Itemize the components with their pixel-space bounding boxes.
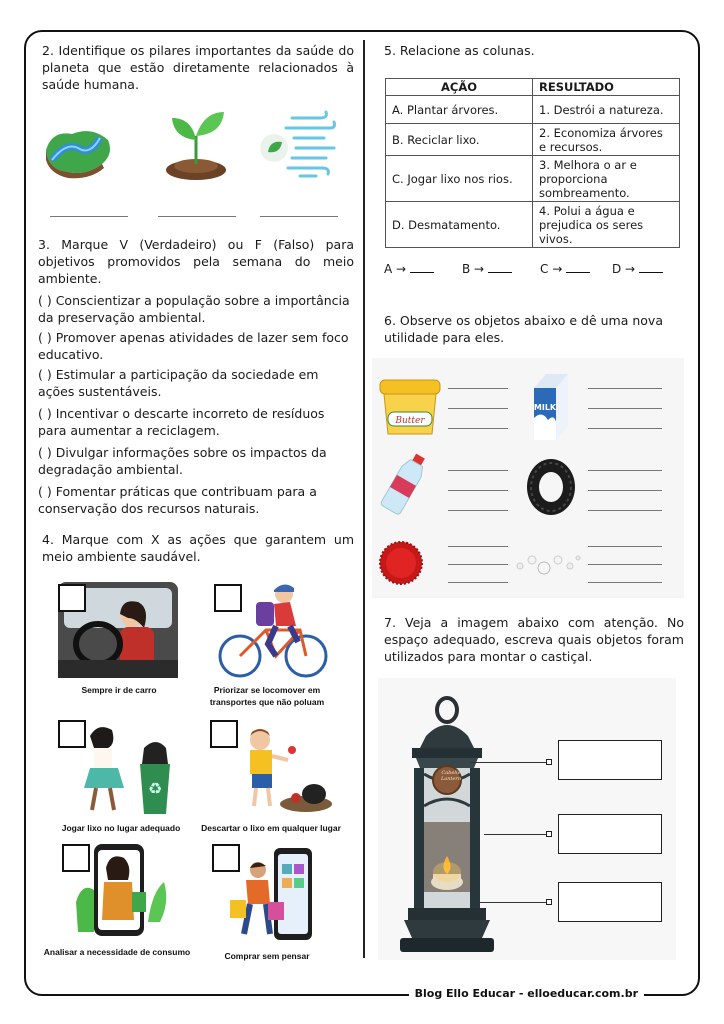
result-cell: 2. Economiza árvores e recursos. xyxy=(533,124,680,156)
result-cell: 3. Melhora o ar e proporciona sombreamento. xyxy=(533,156,680,202)
svg-text:♻: ♻ xyxy=(147,779,163,798)
action-card-recycle xyxy=(44,720,184,850)
objects-panel xyxy=(372,358,684,598)
bottle-cap-icon xyxy=(378,540,424,586)
column-divider xyxy=(363,40,365,958)
question-4 xyxy=(42,531,354,565)
checkbox[interactable] xyxy=(58,720,86,748)
question-2-icons xyxy=(38,100,348,220)
answer-line[interactable] xyxy=(448,546,508,547)
tf-item[interactable]: ( ) Incentivar o descarte incorreto de resíduos para aumentar a reciclagem. xyxy=(38,406,325,438)
checkbox[interactable] xyxy=(58,584,86,612)
answer-line[interactable] xyxy=(588,408,662,409)
answer-line[interactable] xyxy=(588,582,662,583)
card-caption: Comprar sem pensar xyxy=(224,951,310,961)
tf-item[interactable]: ( ) Conscientizar a população sobre a importância da preservação ambiental. xyxy=(38,293,350,325)
question-3 xyxy=(38,236,354,517)
question-6-title: 6. Observe os objetos abaixo e dê uma nova utilidade para eles. xyxy=(384,313,663,345)
answer-line[interactable] xyxy=(588,546,662,547)
checkbox[interactable] xyxy=(214,584,242,612)
connector-line xyxy=(470,762,546,763)
connector-dot xyxy=(546,899,552,905)
footer-credit: Blog Ello Educar - elloeducar.com.br xyxy=(409,987,644,1000)
answer-line[interactable] xyxy=(448,470,508,471)
answer-blank[interactable] xyxy=(410,263,434,273)
column-header-result: RESULTADO xyxy=(533,79,680,96)
result-cell: 4. Polui a água e prejudica os seres vivos. xyxy=(533,202,680,248)
answer-blank[interactable] xyxy=(566,263,590,273)
answer-line[interactable] xyxy=(448,510,508,511)
answer-line[interactable] xyxy=(588,564,662,565)
tf-item[interactable]: ( ) Promover apenas atividades de lazer sem foco educativo. xyxy=(38,330,349,362)
answer-blank[interactable] xyxy=(488,263,512,273)
question-7 xyxy=(384,614,684,665)
match-columns-table xyxy=(385,78,680,248)
checkbox[interactable] xyxy=(212,844,240,872)
card-caption: Sempre ir de carro xyxy=(81,685,157,695)
lantern-illustration xyxy=(386,696,508,958)
answer-line[interactable] xyxy=(588,510,662,511)
answer-line[interactable] xyxy=(448,564,508,565)
question-5 xyxy=(384,42,684,59)
answer-blank[interactable] xyxy=(639,263,663,273)
boy-littering-illustration xyxy=(232,726,332,814)
milk-label: MILK xyxy=(533,403,557,412)
pearls-icon xyxy=(512,548,582,578)
action-card-buy-without-thinking xyxy=(196,842,336,972)
question-2 xyxy=(42,42,354,93)
plant-icon xyxy=(164,106,228,180)
river-icon xyxy=(42,120,114,180)
action-cell: B. Reciclar lixo. xyxy=(386,124,533,156)
connector-dot xyxy=(546,831,552,837)
answer-line[interactable] xyxy=(588,490,662,491)
checkbox[interactable] xyxy=(210,720,238,748)
tire-icon xyxy=(520,456,582,518)
answer-line[interactable] xyxy=(588,470,662,471)
answer-label: B → xyxy=(462,262,485,276)
card-caption: Descartar o lixo em qualquer lugar xyxy=(201,823,341,833)
result-cell: 1. Destrói a natureza. xyxy=(533,96,680,124)
card-caption: Jogar lixo no lugar adequado xyxy=(61,823,181,833)
question-5-title: 5. Relacione as colunas. xyxy=(384,43,535,58)
column-header-action: AÇÃO xyxy=(386,79,533,96)
plastic-bottle-icon xyxy=(378,450,432,516)
question-4-title: 4. Marque com X as ações que garantem um meio ambiente saudável. xyxy=(42,532,354,564)
answer-line[interactable] xyxy=(448,408,508,409)
tf-item[interactable]: ( ) Fomentar práticas que contribuam para a conservação dos recursos naturais. xyxy=(38,484,317,516)
answer-label: D → xyxy=(612,262,636,276)
connector-dot xyxy=(546,759,552,765)
action-card-car xyxy=(44,578,184,708)
connector-line xyxy=(472,902,546,903)
question-7-title: 7. Veja a imagem abaixo com atenção. No espaço adequado, escreva quais objetos foram utilizados para montar o castiçal. xyxy=(384,615,684,664)
action-cell: D. Desmatamento. xyxy=(386,202,533,248)
answer-line[interactable] xyxy=(588,388,662,389)
answer-line[interactable] xyxy=(158,216,236,217)
answer-line[interactable] xyxy=(50,216,128,217)
connector-line xyxy=(484,834,546,835)
lantern-tag-text: Cabelle Lantern xyxy=(440,770,462,782)
answer-line[interactable] xyxy=(448,388,508,389)
question-6 xyxy=(384,312,684,346)
answer-label: A → xyxy=(384,262,407,276)
tf-item[interactable]: ( ) Divulgar informações sobre os impactos da degradação ambiental. xyxy=(38,445,327,477)
action-card-bicycle xyxy=(196,578,336,708)
answer-line[interactable] xyxy=(448,490,508,491)
question-2-title: 2. Identifique os pilares importantes da saúde do planeta que estão diretamente relacionados à saúde humana. xyxy=(42,43,354,92)
card-caption: Priorizar se locomover em transportes que não poluam xyxy=(209,685,325,707)
butter-tub-icon xyxy=(378,376,442,438)
action-cell: C. Jogar lixo nos rios. xyxy=(386,156,533,202)
footer xyxy=(0,984,724,1006)
question-3-title: 3. Marque V (Verdadeiro) ou F (Falso) para objetivos promovidos pela semana do meio ambiente. xyxy=(38,237,354,286)
wind-icon xyxy=(256,110,338,180)
answer-label: C → xyxy=(540,262,563,276)
answer-line[interactable] xyxy=(448,582,508,583)
lantern-panel xyxy=(378,678,676,960)
answer-line[interactable] xyxy=(260,216,338,217)
action-cell: A. Plantar árvores. xyxy=(386,96,533,124)
action-card-analyze-consumption xyxy=(43,842,191,972)
answer-box[interactable] xyxy=(558,814,662,854)
action-card-littering xyxy=(196,720,341,850)
checkbox[interactable] xyxy=(62,844,90,872)
answer-line[interactable] xyxy=(448,428,508,429)
milk-carton-icon xyxy=(526,370,576,442)
answer-box[interactable] xyxy=(558,882,662,922)
answer-line[interactable] xyxy=(588,428,662,429)
answer-box[interactable] xyxy=(558,740,662,780)
tf-item[interactable]: ( ) Estimular a participação da sociedade em ações sustentáveis. xyxy=(38,367,319,399)
card-caption: Analisar a necessidade de consumo xyxy=(43,947,191,957)
butter-label: Butter xyxy=(395,416,425,426)
